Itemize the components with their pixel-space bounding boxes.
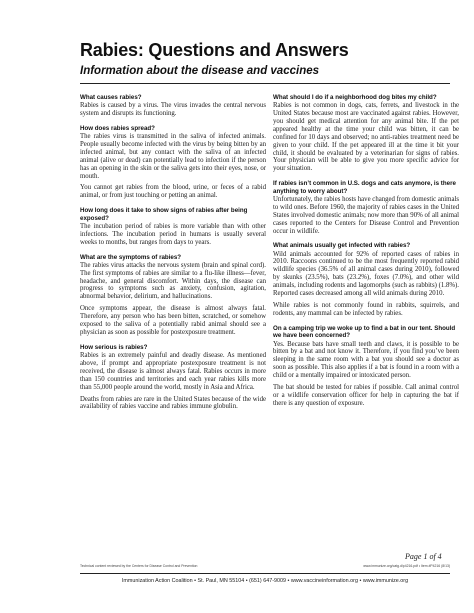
document-subtitle: Information about the disease and vaccines	[80, 65, 320, 77]
section-question: What should I do if a neighborhood dog bites my child?	[273, 94, 437, 101]
section-paragraph: The rabies virus attacks the nervous system (brain and spinal cord). The first symptoms of rabies are similar to a flu-like illness—fever, headache, and general discomfort. Within days, the disease can progress to symptoms such as anxiety, confusion, agitation, abnormal behavior, delirium, and hallucinations.	[80, 261, 266, 301]
section-question: What are the symptoms of rabies?	[80, 253, 182, 261]
left-column	[80, 94, 266, 411]
section-paragraph: You cannot get rabies from the blood, urine, or feces of a rabid animal, or from just touching or petting an animal.	[80, 184, 266, 200]
header-rule	[80, 83, 450, 84]
section-question: How serious is rabies?	[80, 343, 148, 351]
page-number: Page 1 of 4	[405, 552, 442, 561]
section-question: On a camping trip we woke up to find a bat in our tent. Should we have been concerned?	[273, 324, 456, 340]
review-footnote: Technical content reviewed by the Centers for Disease Control and Prevention	[80, 564, 198, 568]
section-paragraph: The bat should be tested for rabies if possible. Call animal control or a wildlife conservation officer for help in capturing the bat if there is any question of exposure.	[273, 384, 459, 407]
section-paragraph: Rabies is not common in dogs, cats, ferrets, and livestock in the United States because most are vaccinated against rabies. However, you should get medical attention for any animal bite. If the pet appeared healthy at the time your child was bitten, it can be confined for 10 days and observed; no anti-rabies treatment need be given to your child. If the pet appeared ill at the time it bit your child, it should be evaluated by a veterinarian for signs of rabies. Your physician will be able to give you more specific advice for your situation.	[273, 102, 459, 173]
section-paragraph: Yes. Because bats have small teeth and claws, it is possible to be bitten by a bat and not know it. Therefore, if you find you’ve been sleeping in the same room with a bat you should see a doctor as soon as possible. This also applies if a bat is found in a room with a child or a mentally impaired or intoxicated person.	[273, 340, 459, 380]
section-paragraph: Unfortunately, the rabies hosts have changed from domestic animals to wild ones. Before 1960, the majority of rabies cases in the United States involved domestic animals; now more than 90% of all animal cases reported to the Centers for Disease Control and Prevention occur in wildlife.	[273, 195, 459, 235]
section-question: If rabies isn’t common in U.S. dogs and cats anymore, is there anything to worry about?	[273, 180, 456, 195]
section-paragraph: Wild animals accounted for 92% of reported cases of rabies in 2010. Raccoons continued to be the most frequently reported rabid wildlife species (36.5% of all animal cases during 2010), followed by skunks (23.5%), bats (23.2%), foxes (7.0%), and other wild animals, including rodents and lagomorphs (such as rabbits) (1.8%). Reported cases decreased among all wild animals during 2010.	[273, 250, 459, 298]
section-paragraph: Deaths from rabies are rare in the United States because of the wide availability of rabies vaccine and rabies immune globulin.	[80, 395, 266, 411]
footer-rule	[80, 573, 450, 574]
section-paragraph: The incubation period of rabies is more variable than with other infections. The incubation period in humans is usually several weeks to months, but ranges from days to years.	[80, 222, 266, 246]
section-paragraph: While rabies is not commonly found in rabbits, squirrels, and rodents, any mammal can be infected by rabies.	[273, 302, 459, 317]
section-paragraph: Rabies is caused by a virus. The virus invades the central nervous system and disrupts its functioning.	[80, 102, 266, 117]
section-paragraph: Once symptoms appear, the disease is almost always fatal. Therefore, any person who has been bitten, scratched, or somehow exposed to the saliva of a potentially rabid animal should see a physician as soon as possible for postexposure treatment.	[80, 305, 266, 336]
right-column	[273, 94, 459, 408]
item-reference: www.immunize.org/catg.d/p4216.pdf • Item #P4216 (8/13)	[363, 564, 450, 568]
document-title: Rabies: Questions and Answers	[80, 40, 349, 60]
section-paragraph: The rabies virus is transmitted in the saliva of infected animals. People usually become infected with the virus by being bitten by an infected animal, but any contact with the saliva of an infected animal (alive or dead) can potentially lead to infection if the person has an opening in the skin or the saliva gets into their eyes, nose, or mouth.	[80, 133, 266, 180]
section-question: How does rabies spread?	[80, 124, 155, 132]
organization-footer: Immunization Action Coalition • St. Paul, MN 55104 • (651) 647-9009 • www.vaccineinformation.org • www.immunize.org	[121, 578, 409, 584]
section-question: What animals usually get infected with rabies?	[273, 242, 411, 250]
section-question: What causes rabies?	[80, 94, 142, 101]
section-question: How long does it take to show signs of rabies after being exposed?	[80, 207, 248, 222]
footnote-row	[80, 564, 450, 572]
section-paragraph: Rabies is an extremely painful and deadly disease. As mentioned above, if prompt and appropriate postexposure treatment is not received, the disease is almost always fatal. Rabies occurs in more than 150 countries and territories and each year rabies kills more than 55,000 people around the world, mostly in Asia and Africa.	[80, 352, 266, 391]
